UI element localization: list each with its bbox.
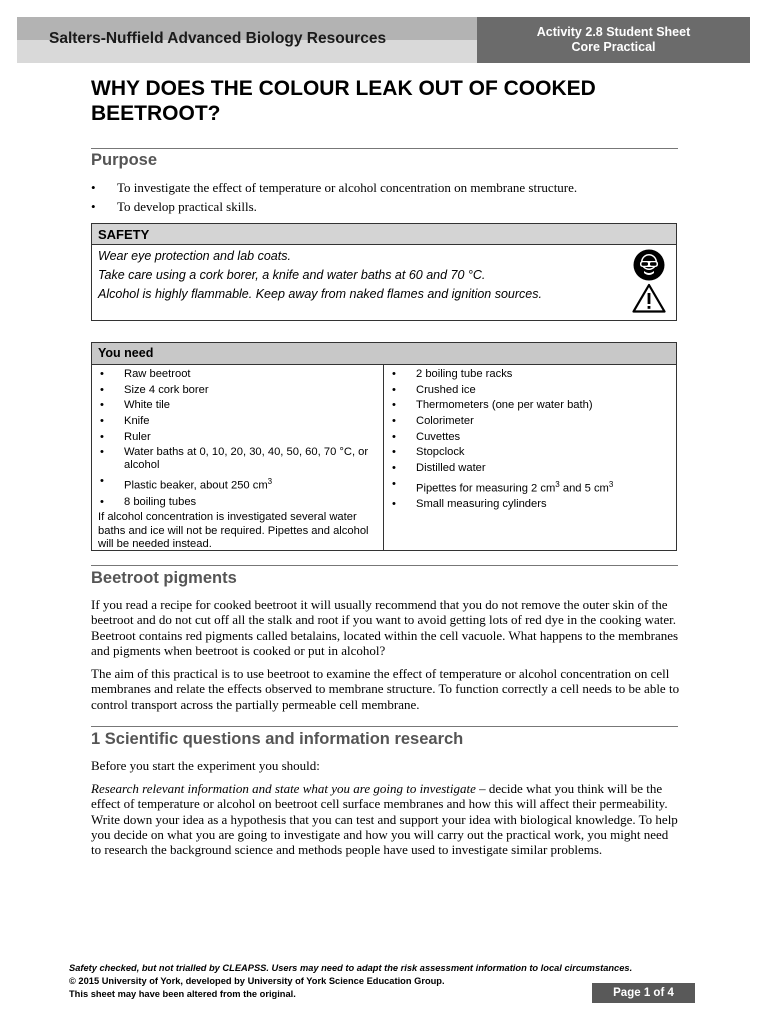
page-title: WHY DOES THE COLOUR LEAK OUT OF COOKED BEETROOT? xyxy=(91,77,596,125)
practical-type-label: Core Practical xyxy=(571,40,656,54)
section1-intro: Before you start the experiment you should: xyxy=(91,758,320,773)
header-banner xyxy=(17,17,477,63)
equipment-item: • Distilled water xyxy=(390,462,670,475)
equipment-item: • Stopclock xyxy=(390,446,670,459)
safety-heading: SAFETY xyxy=(92,224,676,245)
safety-lines xyxy=(92,245,676,306)
equipment-item: • Crushed ice xyxy=(390,384,670,397)
header-title: Salters-Nuffield Advanced Biology Resources xyxy=(49,30,387,47)
safety-line: Alcohol is highly flammable. Keep away from naked flames and ignition sources. xyxy=(98,287,542,301)
section1-heading: 1 Scientific questions and information research xyxy=(91,730,464,748)
footer-altered-note: This sheet may have been altered from the original. xyxy=(69,989,296,999)
equipment-note: If alcohol concentration is investigated several water baths and ice will not be required. Pipettes and alcohol will be needed instead. xyxy=(98,511,369,551)
equipment-item: • Colorimeter xyxy=(390,415,670,428)
aim-paragraph: The aim of this practical is to use beetroot to examine the effect of temperature or alcohol concentration on cell membranes and relate the effects observed to membrane structure. To function correctly a cell needs to be able to control transport across the partially permeable cell membrane. xyxy=(91,666,680,712)
equipment-item: • Water baths at 0, 10, 20, 30, 40, 50, 60, 70 °C, or alcohol xyxy=(98,446,377,472)
safety-line: Take care using a cork borer, a knife and water baths at 60 and 70 °C. xyxy=(98,268,486,282)
you-need-heading: You need xyxy=(92,343,676,365)
you-need-left-column xyxy=(92,365,384,550)
section-divider xyxy=(91,565,678,566)
equipment-item: • Raw beetroot xyxy=(98,368,377,381)
equipment-item: • Size 4 cork borer xyxy=(98,384,377,397)
section-divider xyxy=(91,726,678,727)
equipment-item: • Small measuring cylinders xyxy=(390,498,670,511)
pigments-heading: Beetroot pigments xyxy=(91,569,237,587)
equipment-item: • Cuvettes xyxy=(390,431,670,444)
footer-safety-note: Safety checked, but not trialled by CLEAPSS. Users may need to adapt the risk assessment information to local circumstances. xyxy=(69,963,633,973)
safety-line: Wear eye protection and lab coats. xyxy=(98,249,291,263)
you-need-right-column xyxy=(384,365,676,550)
research-instruction: Research relevant information and state what you are going to investigate xyxy=(91,781,476,796)
footer-copyright: © 2015 University of York, developed by University of York Science Education Group. xyxy=(69,976,445,986)
equipment-item: • White tile xyxy=(98,399,377,412)
warning-icon xyxy=(632,283,666,313)
equipment-item: • 2 boiling tube racks xyxy=(390,368,670,381)
you-need-table xyxy=(91,342,677,551)
equipment-item: • Pipettes for measuring 2 $cm^3$ and 5 $cm^3$ xyxy=(390,478,670,496)
page-number: Page 1 of 4 xyxy=(592,983,695,1003)
activity-label-box xyxy=(477,17,750,63)
purpose-item: • To investigate the effect of temperature or alcohol concentration on membrane structure. xyxy=(91,178,681,197)
safety-box xyxy=(91,223,677,321)
equipment-item: • Ruler xyxy=(98,431,377,444)
equipment-item: • 8 boiling tubes xyxy=(98,496,377,509)
purpose-heading: Purpose xyxy=(91,151,158,169)
section1-paragraph: Research relevant information and state what you are going to investigate – decide what you think will be the effect of temperature or alcohol on beetroot cell surface membranes and how this will affect their permeability. Write down your idea as a hypothesis that you can test and support your idea with biological knowledge. To help you decide on what you are going to investigate and how you will carry out the practical work, you might need to research the background science and methods people have used to investigate similar problems. xyxy=(91,781,678,858)
section-divider xyxy=(91,148,678,149)
equipment-item: • Plastic beaker, about 250 $cm^3$ xyxy=(98,475,377,493)
purpose-list xyxy=(91,178,681,216)
activity-label: Activity 2.8 Student Sheet xyxy=(536,25,691,39)
equipment-item: • Knife xyxy=(98,415,377,428)
purpose-item: • To develop practical skills. xyxy=(91,197,681,216)
eye-protection-icon xyxy=(633,249,665,281)
pigments-paragraph: If you read a recipe for cooked beetroot it will usually recommend that you do not remove the outer skin of the beetroot and do not cut off all the stalk and root if you want to avoid getting lots of red dye in the cooking water. Beetroot contains red pigments called betalains, located within the cell vacuole. What happens to the membranes and pigments when beetroot is cooked or put in alcohol? xyxy=(91,597,679,658)
equipment-item: • Thermometers (one per water bath) xyxy=(390,399,670,412)
